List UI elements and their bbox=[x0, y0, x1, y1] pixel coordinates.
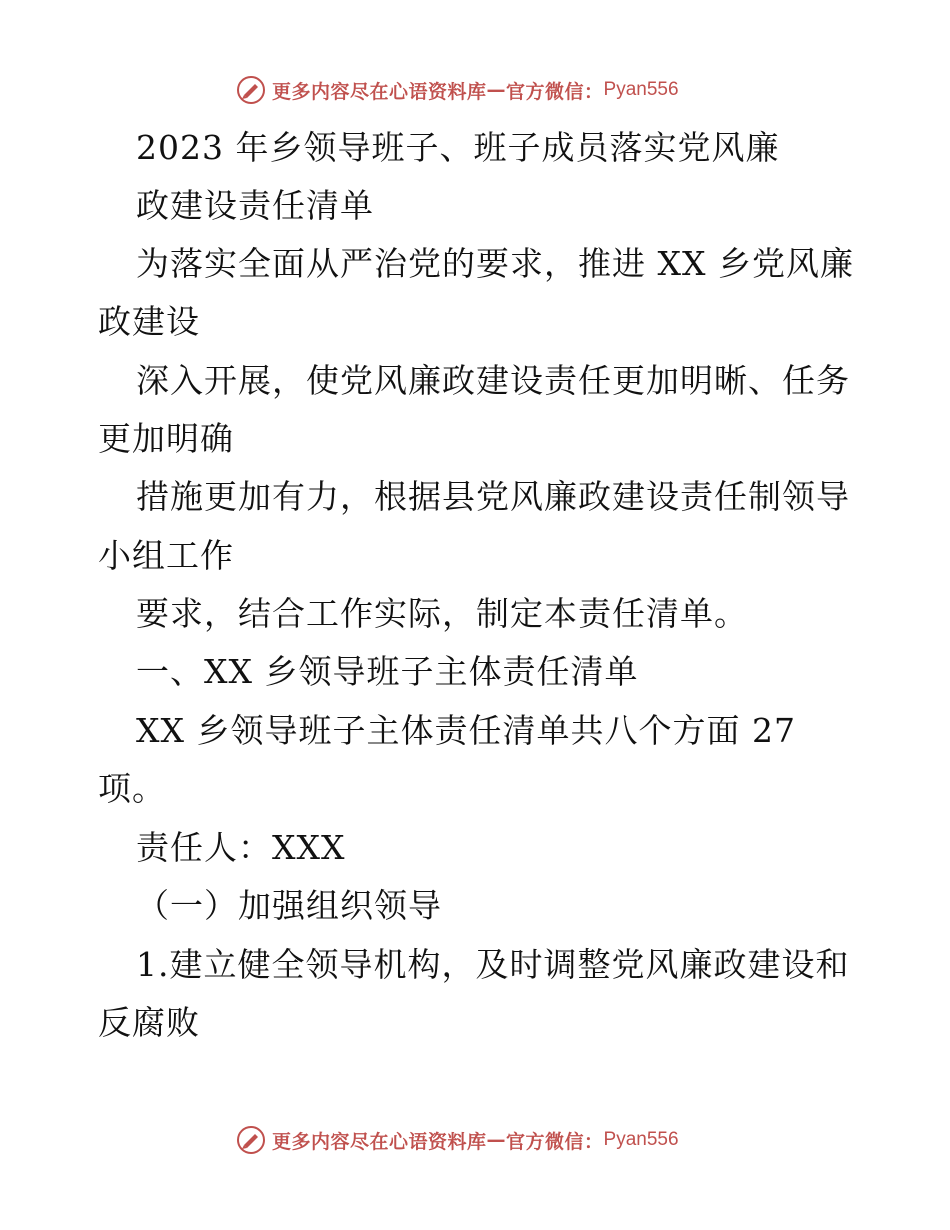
paragraph-line: XX 乡领导班子主体责任清单共八个方面 27 bbox=[136, 711, 796, 750]
section-heading: 一、XX 乡领导班子主体责任清单 bbox=[136, 652, 639, 691]
pen-logo-icon bbox=[236, 75, 266, 105]
watermark-suffix: 官方微信： bbox=[506, 80, 604, 103]
paragraph-line: 措施更加有力，根据县党风廉政建设责任制领导 bbox=[136, 477, 850, 516]
watermark-separator: — bbox=[486, 79, 507, 101]
watermark-text: 更多内容尽在心语资料库 bbox=[272, 80, 487, 103]
paragraph-line: 为落实全面从严治党的要求，推进 XX 乡党风廉 bbox=[136, 244, 854, 283]
paragraph-line: 小组工作 bbox=[98, 536, 234, 575]
watermark-separator: — bbox=[486, 1129, 507, 1151]
paragraph-line: 要求，结合工作实际，制定本责任清单。 bbox=[136, 594, 748, 633]
watermark-text: 更多内容尽在心语资料库 bbox=[272, 1130, 487, 1153]
doc-title-line-2: 政建设责任清单 bbox=[136, 186, 374, 225]
subsection-heading: （一）加强组织领导 bbox=[136, 886, 442, 925]
paragraph-line: 深入开展，使党风廉政建设责任更加明晰、任务 bbox=[136, 361, 850, 400]
list-item: 1.建立健全领导机构，及时调整党风廉政建设和 bbox=[136, 945, 850, 984]
watermark-id: Pyan556 bbox=[603, 1129, 679, 1150]
list-item: 反腐败 bbox=[98, 1003, 200, 1042]
watermark-header bbox=[236, 73, 679, 107]
doc-title-line-1: 2023 年乡领导班子、班子成员落实党风廉 bbox=[136, 128, 780, 167]
pen-logo-icon bbox=[236, 1125, 266, 1155]
responsible-person-line: 责任人：XXX bbox=[136, 828, 346, 867]
watermark-footer bbox=[236, 1123, 679, 1157]
paragraph-line: 政建设 bbox=[98, 302, 200, 341]
watermark-suffix: 官方微信： bbox=[506, 1130, 604, 1153]
paragraph-line: 更加明确 bbox=[98, 419, 234, 458]
paragraph-line: 项。 bbox=[98, 769, 166, 808]
watermark-id: Pyan556 bbox=[603, 79, 679, 100]
